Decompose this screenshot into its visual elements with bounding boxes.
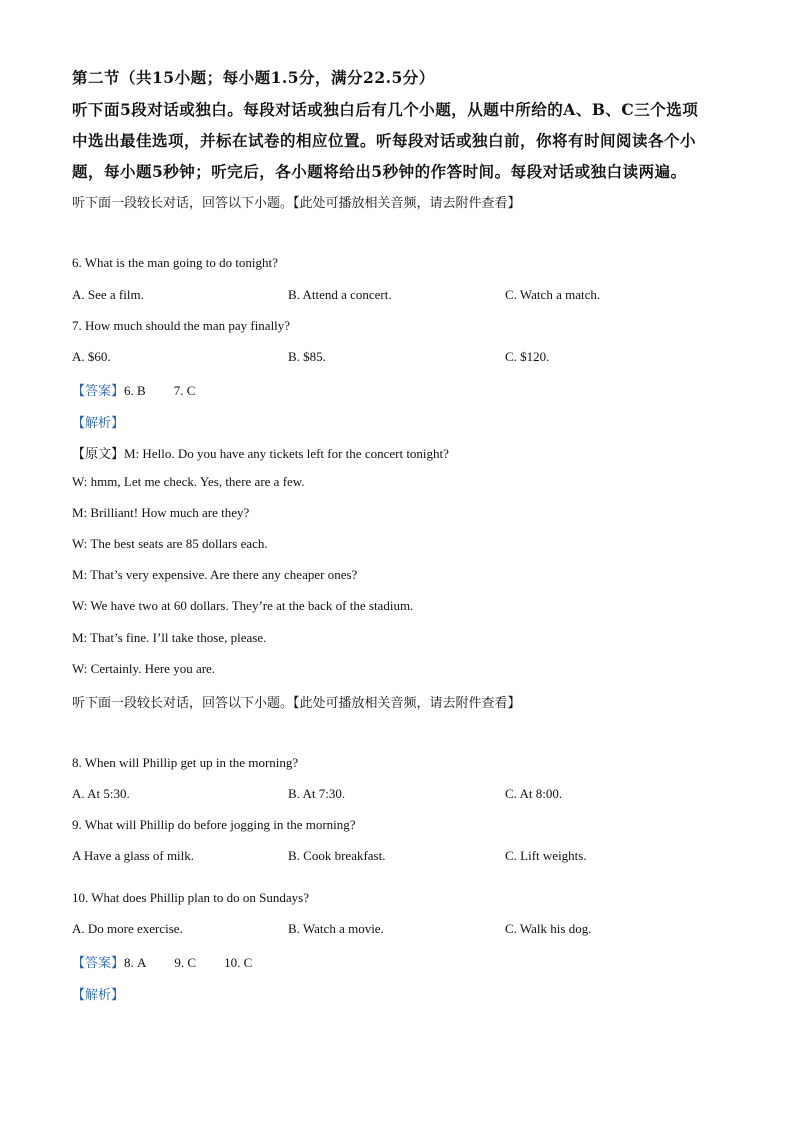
q9-option-a: A Have a glass of milk. bbox=[72, 848, 195, 863]
q8-option-a: A. At 5:30. bbox=[72, 786, 130, 801]
transcript-line-1 bbox=[72, 443, 449, 462]
q7-option-b: B. $85. bbox=[288, 349, 326, 364]
analysis-tag: 【解析】 bbox=[72, 415, 125, 430]
q7-option-a: A. $60. bbox=[72, 349, 111, 364]
instruction-line-1: 听下面5段对话或独白。每段对话或独白后有几个小题，从题中所给的A、B、C三个选项 bbox=[72, 100, 699, 119]
q8-option-c: C. At 8:00. bbox=[505, 786, 563, 801]
transcript-line-8: W: Certainly. Here you are. bbox=[72, 661, 216, 676]
transcript-line-4: W: The best seats are 85 dollars each. bbox=[72, 536, 268, 551]
q9-option-c: C. Lift weights. bbox=[505, 848, 587, 863]
question-7: 7. How much should the man pay finally? bbox=[72, 318, 291, 333]
answer-9: 9. C bbox=[174, 955, 197, 970]
q7-option-c: C. $120. bbox=[505, 349, 550, 364]
q9-option-b: B. Cook breakfast. bbox=[288, 848, 386, 863]
q10-option-a: A. Do more exercise. bbox=[72, 921, 183, 936]
listening-intro-1: 听下面一段较长对话，回答以下小题。【此处可播放相关音频，请去附件查看】 bbox=[72, 196, 521, 211]
transcript-line-7: M: That’s fine. I’ll take those, please. bbox=[72, 630, 267, 645]
answer-line-2 bbox=[72, 952, 252, 971]
q6-option-b: B. Attend a concert. bbox=[288, 287, 392, 302]
listening-intro-2: 听下面一段较长对话，回答以下小题。【此处可播放相关音频，请去附件查看】 bbox=[72, 696, 521, 711]
question-8: 8. When will Phillip get up in the morning? bbox=[72, 755, 299, 770]
answer-tag-2: 【答案】 bbox=[72, 955, 125, 970]
instruction-line-2: 中选出最佳选项，并标在试卷的相应位置。听每段对话或独白前，你将有时间阅读各个小 bbox=[72, 131, 697, 150]
answer-6: 6. B bbox=[124, 383, 146, 398]
transcript-line-3: M: Brilliant! How much are they? bbox=[72, 505, 250, 520]
answer-8: 8. A bbox=[124, 955, 147, 970]
analysis-tag-2: 【解析】 bbox=[72, 987, 125, 1002]
answer-10: 10. C bbox=[224, 955, 253, 970]
transcript-text: M: Hello. Do you have any tickets left for the concert tonight? bbox=[124, 446, 449, 461]
question-9: 9. What will Phillip do before jogging in the morning? bbox=[72, 817, 356, 832]
q8-option-b: B. At 7:30. bbox=[288, 786, 346, 801]
transcript-line-6: W: We have two at 60 dollars. They’re at the back of the stadium. bbox=[72, 598, 414, 613]
transcript-line-5: M: That’s very expensive. Are there any cheaper ones? bbox=[72, 567, 358, 582]
section-heading: 第二节（共15小题；每小题1.5分，满分22.5分） bbox=[72, 68, 435, 87]
question-10: 10. What does Phillip plan to do on Sundays? bbox=[72, 890, 309, 905]
instruction-line-3: 题，每小题5秒钟；听完后，各小题将给出5秒钟的作答时间。每段对话或独白读两遍。 bbox=[72, 162, 687, 181]
transcript-line-2: W: hmm, Let me check. Yes, there are a few. bbox=[72, 474, 305, 489]
q10-option-b: B. Watch a movie. bbox=[288, 921, 384, 936]
q6-option-c: C. Watch a match. bbox=[505, 287, 601, 302]
q6-option-a: A. See a film. bbox=[72, 287, 144, 302]
transcript-tag: 【原文】 bbox=[72, 446, 125, 461]
q10-option-c: C. Walk his dog. bbox=[505, 921, 592, 936]
answer-7: 7. C bbox=[173, 383, 196, 398]
analysis-line-2 bbox=[72, 984, 124, 1003]
answer-tag: 【答案】 bbox=[72, 383, 125, 398]
analysis-line-1 bbox=[72, 412, 124, 431]
question-6: 6. What is the man going to do tonight? bbox=[72, 255, 278, 270]
answer-line-1 bbox=[72, 380, 195, 399]
